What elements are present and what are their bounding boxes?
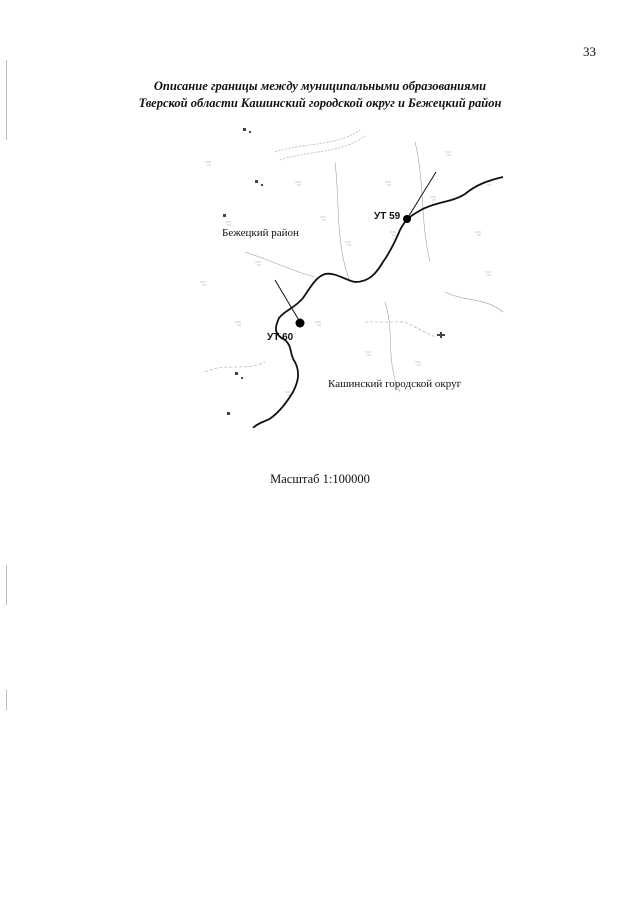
settlement-dots — [223, 128, 445, 415]
road — [275, 130, 360, 152]
boundary-point-ut60 — [296, 319, 305, 328]
margin-mark — [6, 690, 7, 710]
point-label-ut60: УТ 60 — [267, 332, 294, 343]
district-label-kashinsky: Кашинский городской округ — [328, 378, 462, 390]
map-detail-layer — [205, 130, 503, 392]
stream — [335, 162, 350, 282]
boundary-point-ut59 — [403, 215, 411, 223]
page-number: 33 — [583, 44, 596, 59]
title-line-1: Описание границы между муниципальными образованиями — [153, 79, 487, 93]
margin-mark — [6, 565, 7, 605]
road — [365, 322, 435, 337]
boundary-map — [185, 122, 505, 428]
callout-line-ut59 — [407, 172, 436, 219]
stream — [445, 292, 503, 312]
road — [205, 362, 265, 372]
point-label-ut59: УТ 59 — [374, 211, 401, 222]
stream — [245, 252, 315, 277]
title-line-2: Тверской области Кашинский городской округ и Бежецкий район — [138, 96, 502, 110]
district-label-bezhetsky: Бежецкий район — [222, 227, 299, 239]
map-scale: Масштаб 1:100000 — [270, 472, 370, 486]
road — [280, 136, 365, 160]
marsh-symbols — [200, 152, 491, 395]
callout-line-ut60 — [275, 280, 300, 322]
page-title — [0, 78, 640, 112]
